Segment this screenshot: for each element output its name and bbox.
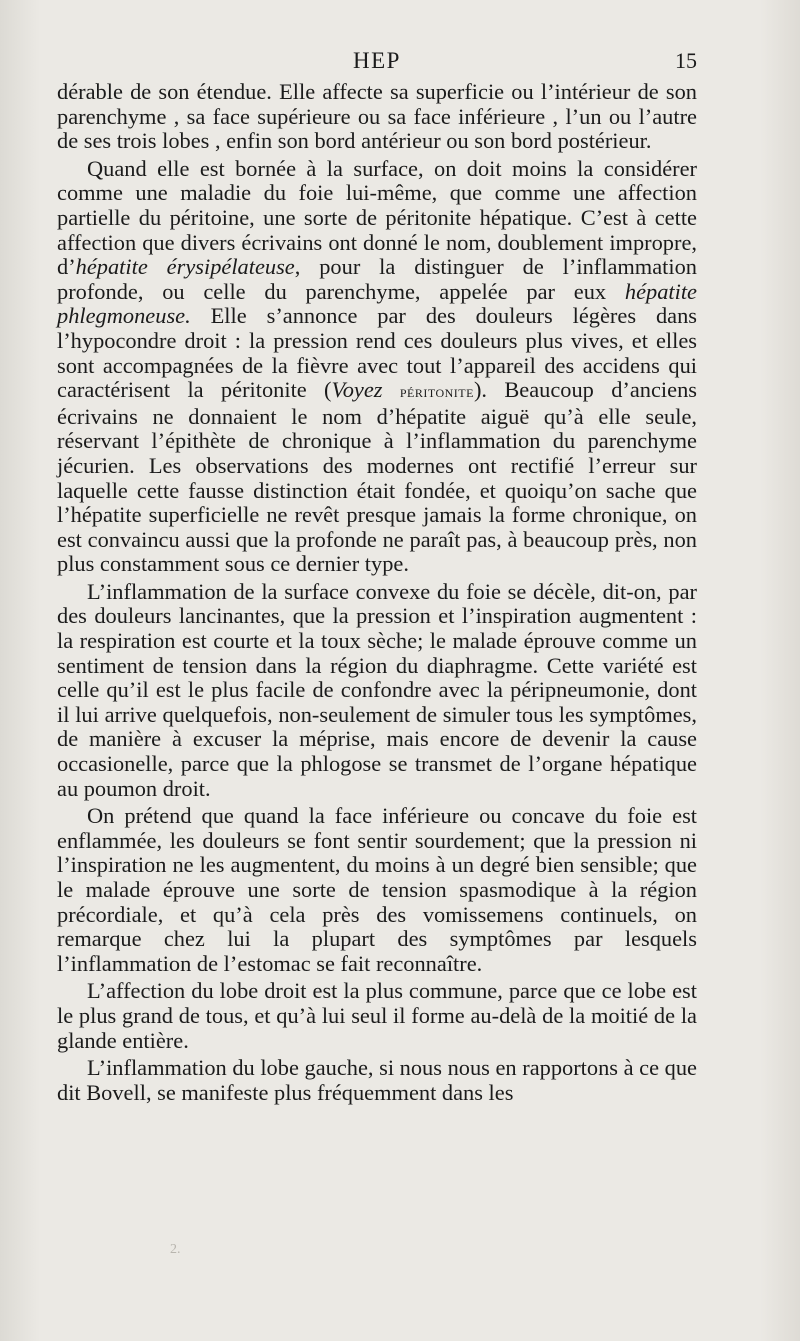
paragraph [57,979,697,1053]
paragraph [57,80,697,154]
text-segment: ). Beaucoup d’anciens écrivains ne donnaient le nom d’hépatite aiguë qu’à elle seule, réservant l’épithète de chronique à l’inflammation du parenchyme jécurien. Les observations des modernes ont rectifié l’erreur sur laquelle cette fausse distinction était fondée, et quoiqu’on sache que l’hépatite superficielle ne revêt presque jamais la forme chronique, on est convaincu aussi que la profonde ne paraît pas, à beaucoup près, non plus constamment sous ce dernier type. [57,377,698,577]
text-segment: L’affection du lobe droit est la plus commune, parce que ce lobe est le plus grand de tous, et qu’à lui seul il forme au-delà de la moitié de la glande entière. [57,978,697,1053]
page-header [57,48,697,78]
smallcaps-text: péritonite [399,382,474,402]
text-segment [383,377,400,402]
text-segment: L’inflammation du lobe gauche, si nous nous en rapportons à ce que dit Bovell, se manifeste plus fréquemment dans les [57,1055,697,1105]
paragraph [57,580,697,801]
signature-mark: 2. [170,1242,181,1257]
paragraph [57,804,697,976]
page-number: 15 [675,48,697,73]
text-segment: Elle s’annonce par des douleurs légères dans l’hypocondre droit : la pression rend ces douleurs plus vives, et elles sont accompagnées de la fièvre avec tout l’appareil des accidens qui caractérisent la péritonite ( [57,303,697,403]
text-segment: , pour la distinguer de l’inflammation profonde, ou celle du parenchyme, appelée par eux [57,254,697,304]
text-segment: On prétend que quand la face inférieure ou concave du foie est enflammée, les douleurs se font sentir sourdement; que la pression ni l’inspiration ne les augmentent, du moins à un degré bien sensible; que le malade éprouve une sorte de tension spasmodique à la région précordiale, et qu’à cela près des vomissemens continuels, on remarque chez lui la plupart des symptômes par lesquels l’inflammation de l’estomac se fait reconnaître. [57,803,697,976]
text-segment: L’inflammation de la surface convexe du foie se décèle, dit-on, par des douleurs lancinantes, que la pression et l’inspiration augmentent : la respiration est courte et la toux sèche; le malade éprouve comme un sentiment de tension dans la région du diaphragme. Cette variété est celle qu’il est le plus facile de confondre avec la péripneumonie, dont il lui arrive quelquefois, non-seulement de simuler tous les symptômes, de manière à excuser la méprise, mais encore de devenir la cause occasionelle, parce que la phlogose se transmet de l’organe hépatique au poumon droit. [57,578,697,801]
italic-text: hépatite phlegmoneuse. [57,278,697,329]
italic-text: hépatite érysipélateuse [75,254,295,280]
text-segment: dérable de son étendue. Elle affecte sa superficie ou l’intérieur de son parenchyme , sa face supérieure ou sa face inférieure , l’un ou l’autre de ses trois lobes , enfin son bord antérieur ou son bord postérieur. [57,79,697,154]
running-head: HEP [353,48,401,73]
text-segment: Quand elle est bornée à la surface, on doit moins la considérer comme une maladie du foie lui-même, que comme une affection partielle du péritoine, une sorte de péritonite hépatique. C’est à cette affection que divers écrivains ont donné le nom, doublement impropre, d’ [57,155,697,280]
paragraph [57,157,697,577]
paragraph [57,1056,697,1105]
body-text [57,80,697,1105]
italic-text: Voyez [331,377,383,403]
